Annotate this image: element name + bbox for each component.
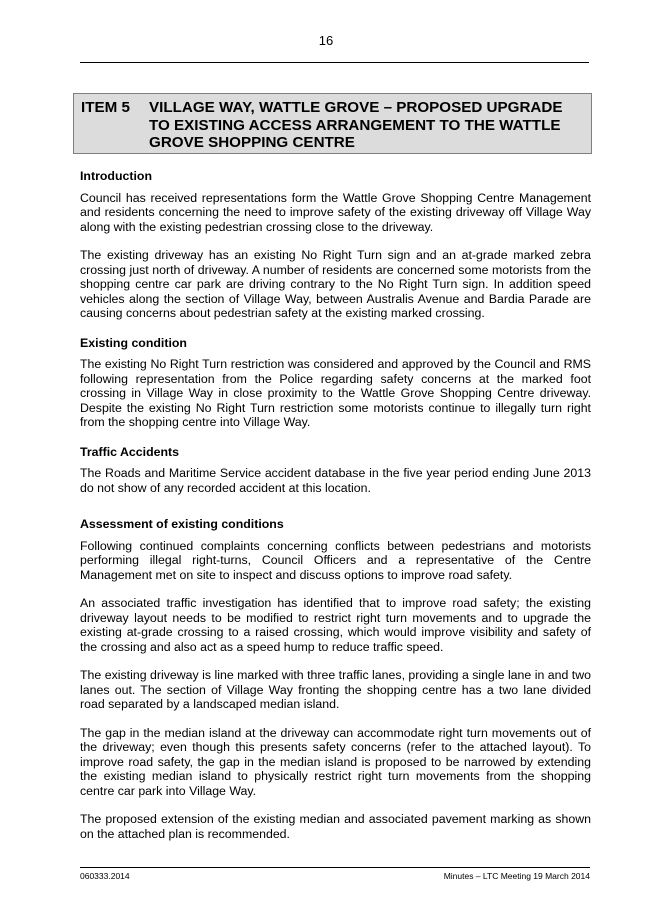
item-number: ITEM 5 — [81, 99, 130, 116]
paragraph: Council has received representations form the Wattle Grove Shopping Centre Management and residents concerning the need to improve safety of the existing driveway off Village Way along with the existing pedestrian crossing close to the driveway. — [80, 190, 591, 234]
paragraph: The existing No Right Turn restriction was considered and approved by the Council and RMS following representation from the Police regarding safety concerns at the marked foot crossing in Village Way in close proximity to the Wattle Grove Shopping Centre driveway. Despite the existing No Right Turn restriction some motorists continue to illegally turn right from the shopping centre into Village Way. — [80, 357, 591, 429]
section-heading: Traffic Accidents — [80, 444, 180, 459]
footer-meeting-reference: Minutes – LTC Meeting 19 March 2014 — [443, 871, 590, 881]
header-divider — [80, 62, 589, 63]
section-assessment — [80, 517, 591, 841]
paragraph: An associated traffic investigation has identified that to improve road safety; the existing driveway layout needs to be modified to restrict right turn movements and to upgrade the existing at-grade crossing to a raised crossing, which would improve visibility and safety of the crossing and also act as a speed hump to reduce traffic speed. — [80, 596, 591, 654]
section-existing-condition — [80, 336, 591, 430]
page-number: 16 — [318, 33, 334, 48]
section-traffic-accidents — [80, 445, 591, 496]
section-introduction — [80, 169, 591, 321]
document-body — [80, 169, 591, 855]
paragraph: The existing driveway has an existing No Right Turn sign and an at-grade marked zebra crossing just north of driveway. A number of residents are concerned some motorists from the shopping centre car park are driving contrary to the No Right Turn sign. In addition speed vehicles along the section of Village Way, between Australis Avenue and Bardia Parade are causing concerns about pedestrian safety at the existing marked crossing. — [80, 248, 591, 320]
paragraph: Following continued complaints concerning conflicts between pedestrians and motorists performing illegal right-turns, Council Officers and a representative of the Centre Management met on site to inspect and discuss options to improve road safety. — [80, 538, 591, 582]
paragraph: The gap in the median island at the driveway can accommodate right turn movements out of the driveway; even though this presents safety concerns (refer to the attached layout). To improve road safety, the gap in the median island is proposed to be narrowed by extending the existing median island to physically restrict right turn movements from the shopping centre car park into Village Way. — [80, 725, 591, 798]
item-heading-box — [73, 93, 592, 154]
section-heading: Existing condition — [80, 335, 187, 350]
section-heading: Introduction — [80, 169, 152, 183]
footer-divider — [80, 867, 590, 868]
item-title: VILLAGE WAY, WATTLE GROVE – PROPOSED UPGRADE TO EXISTING ACCESS ARRANGEMENT TO THE WATTLE GROVE SHOPPING CENTRE — [149, 99, 563, 151]
section-heading: Assessment of existing conditions — [80, 517, 284, 531]
paragraph: The proposed extension of the existing median and associated pavement marking as shown on the attached plan is recommended. — [80, 812, 591, 841]
footer-document-number: 060333.2014 — [80, 871, 130, 881]
paragraph: The Roads and Maritime Service accident database in the five year period ending June 2013 do not show of any recorded accident at this location. — [80, 466, 591, 495]
paragraph: The existing driveway is line marked with three traffic lanes, providing a single lane in and two lanes out. The section of Village Way fronting the shopping centre has a two lane divided road separated by a landscaped median island. — [80, 668, 591, 711]
